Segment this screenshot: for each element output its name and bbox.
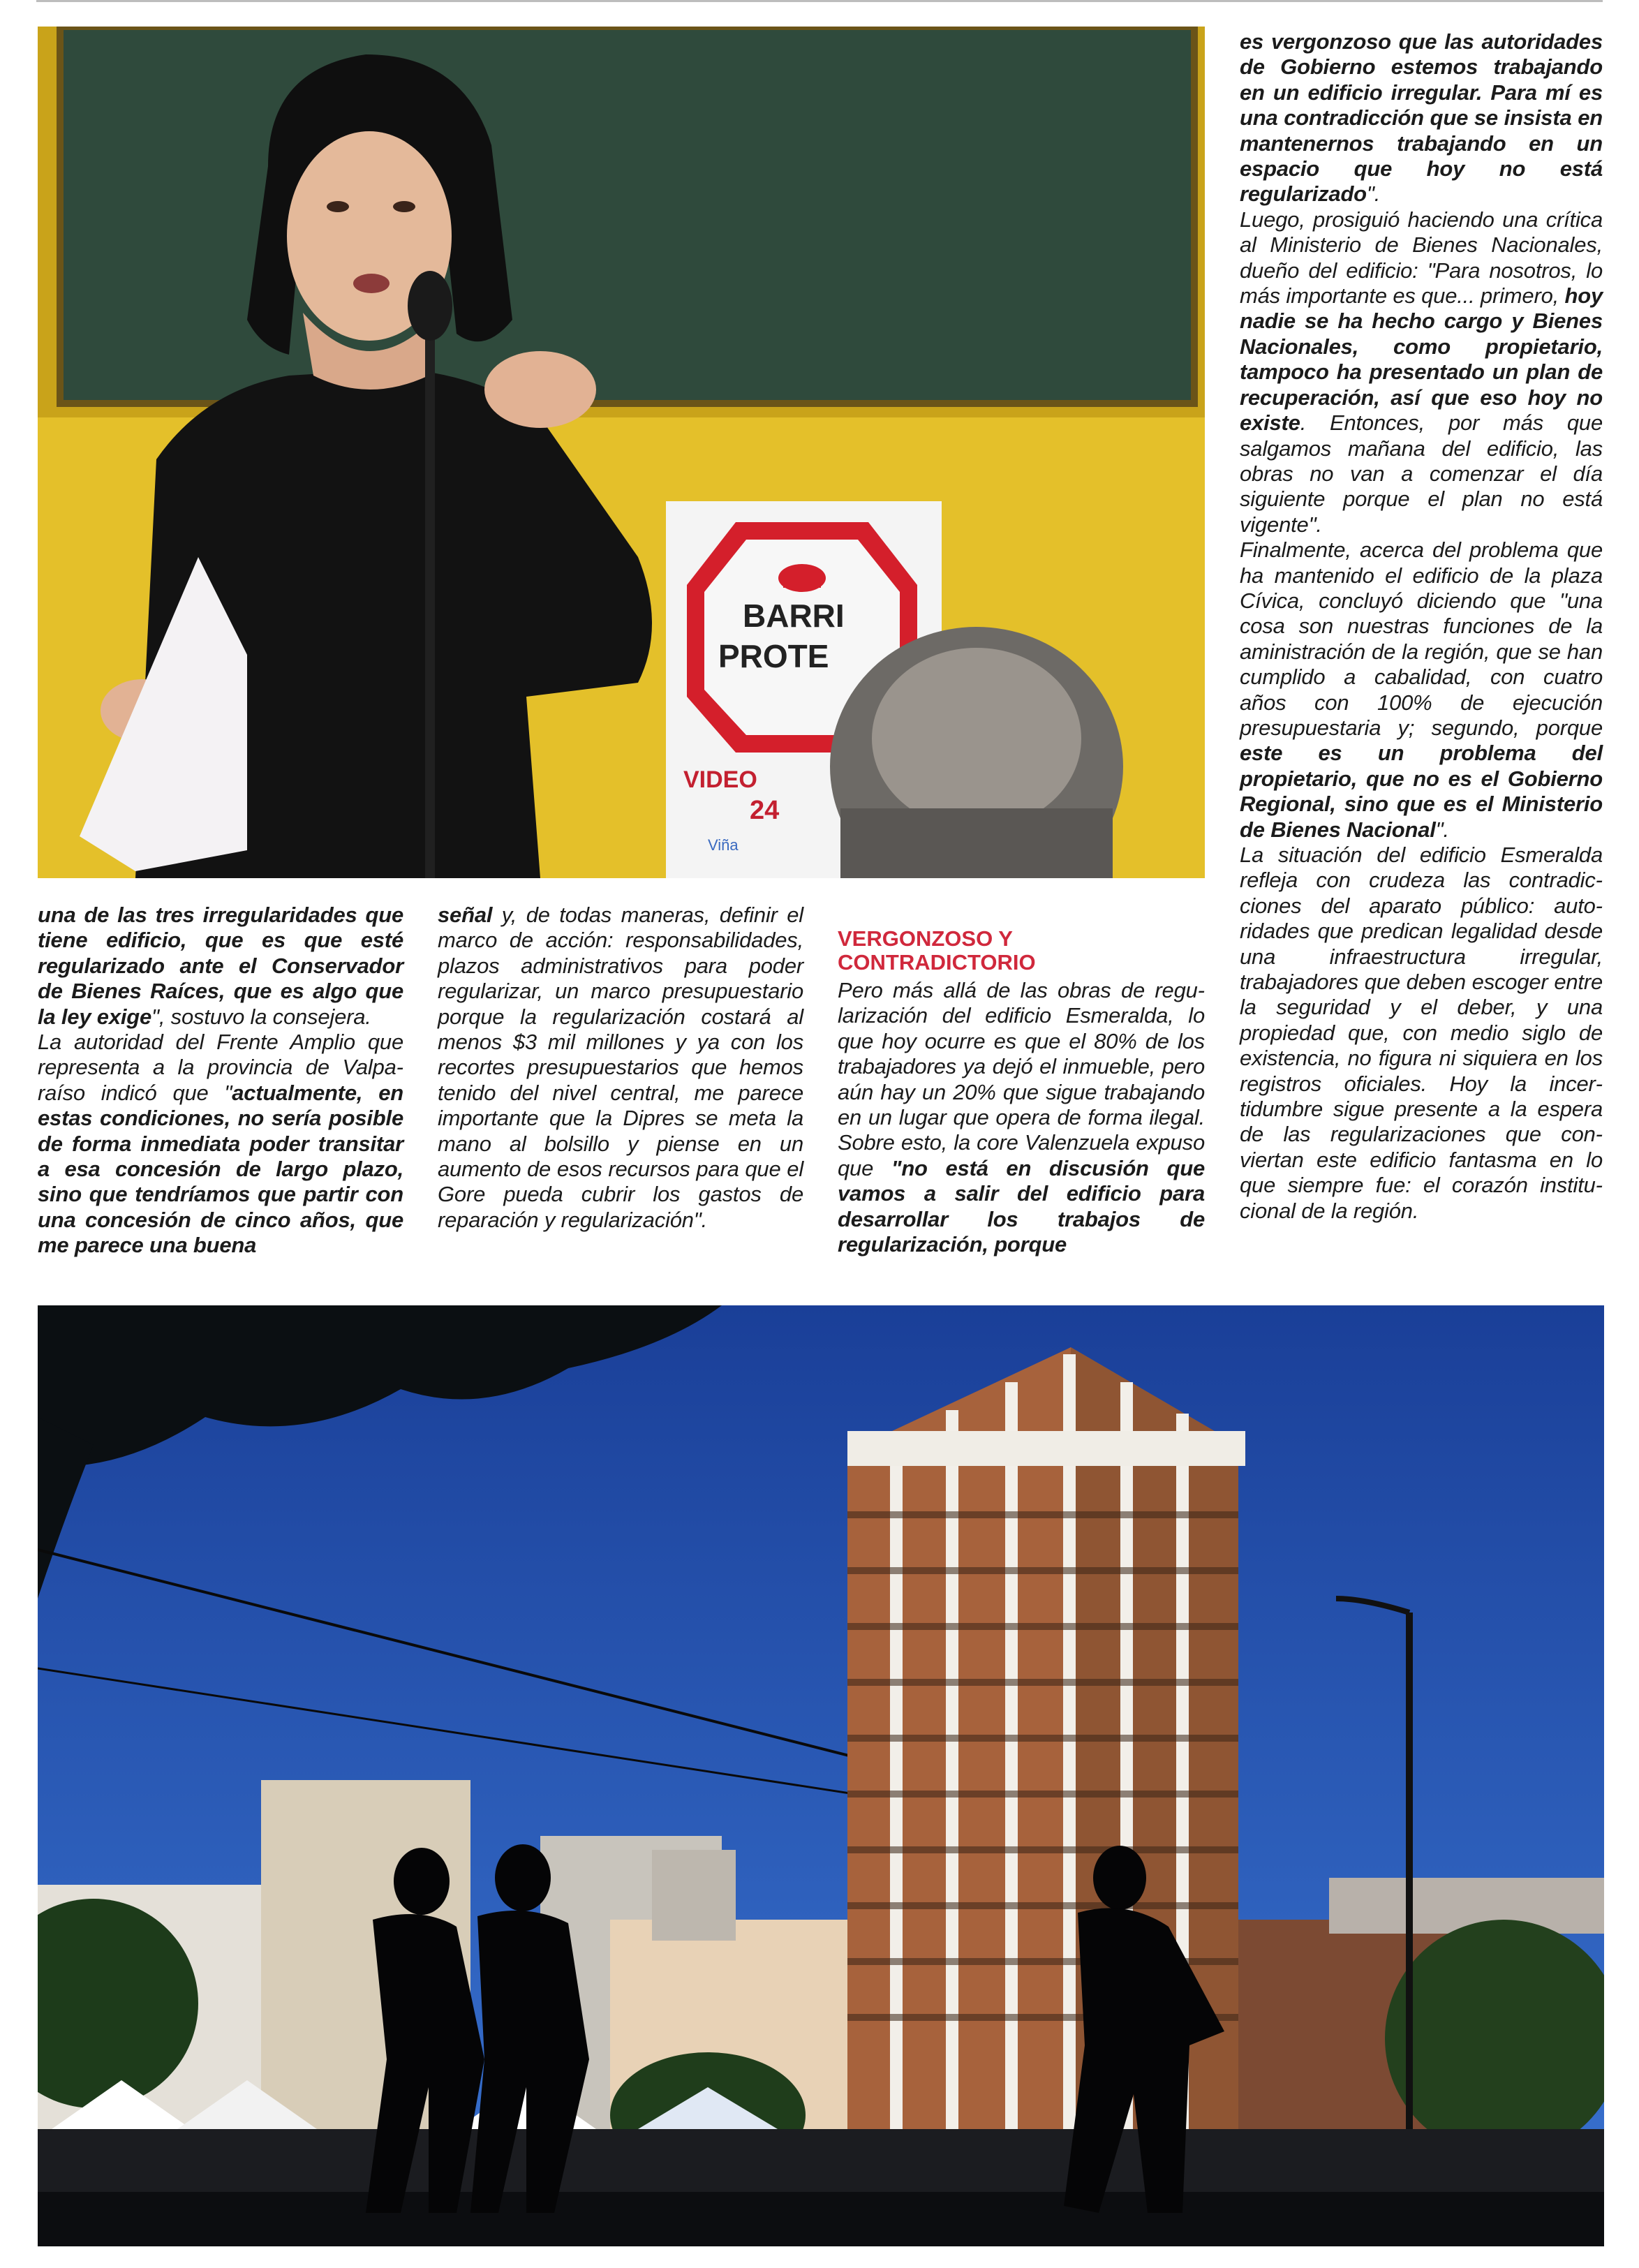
bold-text-run: es vergonzoso que las autoridades de Gobierno estemos trabajando en un edificio irregular. Para mí es una contradicción que se insista en mantenernos trabajando en un espacio que hoy no está regularizado (1240, 29, 1603, 207)
sign-logo: Viña (708, 836, 739, 854)
text-run: . Entonces, por más que salgamos mañana del edificio, las obras no van a comenzar el día siguiente porque el plan no está vigente". (1240, 410, 1603, 537)
paragraph (1240, 29, 1603, 207)
article-column-3 (838, 978, 1205, 1257)
photo-speaker (38, 27, 1205, 878)
article-column-2 (438, 903, 803, 1233)
paragraph (38, 903, 403, 1030)
article-column-right-top (1240, 29, 1603, 1224)
paragraph (1240, 843, 1603, 1224)
text-run: ". (1366, 181, 1381, 207)
bold-text-run: actualmente, en estas condiciones, no sería posible de forma inmediata poder transitar a esa concesión de largo plazo, sino que tendríamos que partir con una concesión de cinco años, que me parece una buena (38, 1080, 403, 1258)
text-run: ". (1435, 817, 1449, 842)
paragraph (38, 1030, 403, 1259)
text-run: La situación del edificio Esmeralda refleja con crudeza las contradicciones del aparato público: autoridades que predican legalidad desde una infraestructura irregular, trabajadores que deben escoger entre la seguridad y el deber, y una propiedad que, con medio siglo de existencia, no figura ni siquiera en los registros oficiales. Hoy la incertidumbre sigue presente a la espera de las regularizaciones que conviertan este edificio fantasma en lo que siempre fue: el corazón institucional de la región. (1240, 843, 1603, 1223)
text-run: Pero más allá de las obras de regularización del edificio Esmeralda, lo que hoy ocurre es que el 80% de los trabajadores ya dejó el inmueble, pero aún hay un 20% que sigue trabajando en un lugar que opera de forma ilegal. Sobre esto, la core Valenzuela expuso que (838, 978, 1205, 1180)
article-column-1 (38, 903, 403, 1259)
text-run: La autoridad del Frente Amplio que representa a la provincia de Valparaíso indicó que " (38, 1030, 403, 1105)
text-run: y, de todas maneras, definir el marco de acción: responsabilidades, plazos administrativos para poder regularizar, un marco presupuestario porque la regularización costará al menos $3 mil millones y ya con los recortes presupuestarios que hemos tenido del nivel central, me parece importante que la Dipres se meta la mano al bolsillo y piense en un aumento de esos recursos para que el Gore pueda cubrir los gastos de reparación y regularización". (438, 903, 803, 1232)
subheading: VERGONZOSO Y CONTRADICTORIO (838, 926, 1036, 974)
bold-text-run: hoy nadie se ha hecho cargo y Bienes Nacionales, como propietario, tampoco ha presentado un plan de recuperación, así que eso hoy no existe (1240, 283, 1603, 436)
bold-text-run: una de las tres irregularidades que tiene edificio, que es que esté regularizado ante el Conservador de Bienes Raíces, que es algo que la ley exige (38, 903, 403, 1029)
bold-text-run: "no está en discusión que vamos a salir del edificio para desarrollar los trabajos de regularización, porque (838, 1155, 1205, 1257)
sign-text-1: BARRI (743, 598, 845, 634)
paragraph (438, 903, 803, 1233)
photo-building (38, 1305, 1604, 2246)
text-run: Luego, prosiguió haciendo una crítica al Ministerio de Bienes Nacionales, dueño del edificio: "Para nosotros, lo más importante es que... primero, (1240, 207, 1603, 309)
bold-text-run: este es un problema del propietario, que no es el Gobierno Regional, sino que es el Ministerio de Bienes Nacional (1240, 741, 1603, 842)
sign-text-3: VIDEO (683, 766, 757, 793)
top-rule (36, 0, 1603, 2)
sign-text-2: PROTE (718, 638, 829, 674)
text-run: ", sostuvo la consejera. (151, 1004, 371, 1029)
paragraph (1240, 538, 1603, 843)
paragraph (838, 978, 1205, 1257)
sign-text-4: 24 (750, 796, 780, 825)
paragraph (1240, 207, 1603, 538)
bold-text-run: señal (438, 903, 493, 927)
text-run: Finalmente, acerca del problema que ha mantenido el edificio de la plaza Cívica, concluyó diciendo que "una cosa son nuestras funciones de la aministración de la región, que se han cumplido a cabalidad, con cuatro años con 100% de ejecución presupuestaria y; segundo, porque (1240, 538, 1603, 740)
